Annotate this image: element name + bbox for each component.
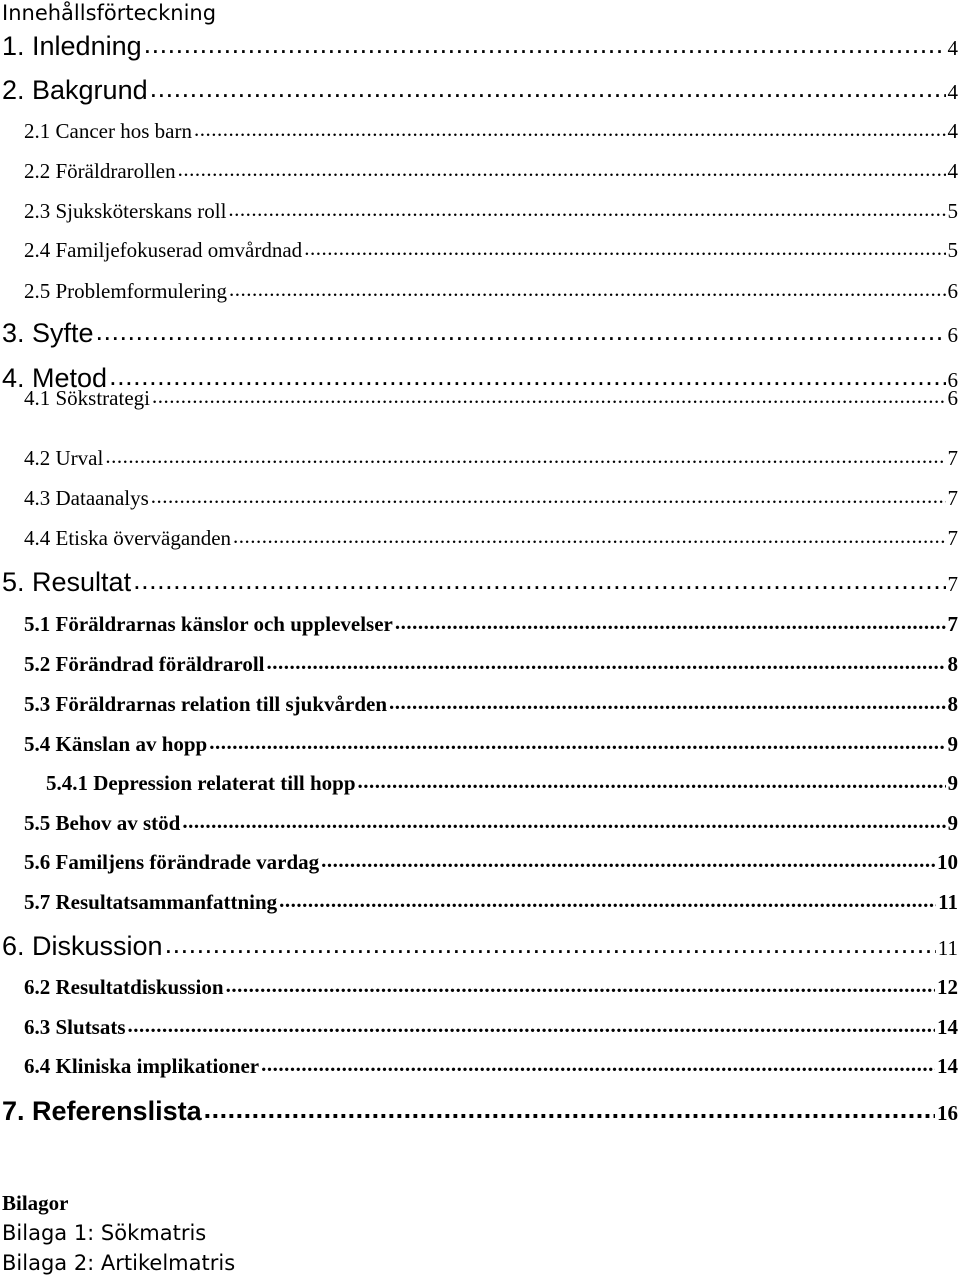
dot-leader (150, 72, 946, 99)
toc-page-number: 16 (937, 1101, 958, 1125)
toc-entry-label: 4.1 Sökstrategi (24, 386, 150, 410)
dot-leader (182, 809, 945, 830)
toc-entry-label: 6. Diskussion (2, 931, 163, 961)
toc-page-number: 14 (937, 1015, 958, 1039)
toc-entry-2-3[interactable] (24, 197, 960, 224)
dot-leader (152, 384, 946, 405)
appendix-item[interactable]: Bilaga 1: Sökmatris (2, 1221, 207, 1245)
dot-leader (204, 1093, 935, 1120)
toc-entry-2-5[interactable] (24, 277, 960, 304)
toc-entry-2-2[interactable] (24, 157, 960, 184)
toc-entry-label: 2.2 Föräldrarollen (24, 159, 176, 183)
toc-entry-label: 7. Referenslista (2, 1096, 202, 1126)
toc-page-number: 5 (947, 238, 958, 262)
toc-entry-label: 5.6 Familjens förändrade vardag (24, 850, 320, 874)
toc-entry-label: 6.4 Kliniska implikationer (24, 1054, 260, 1078)
toc-entry-4-3[interactable] (24, 484, 960, 511)
toc-entry-5-7[interactable] (24, 888, 960, 915)
toc-entry-label: 4.2 Urval (24, 446, 104, 470)
appendix-title: Bilagor (2, 1191, 69, 1215)
toc-entry-1[interactable] (2, 28, 960, 64)
dot-leader (151, 484, 946, 505)
dot-leader (144, 28, 946, 55)
toc-entry-5-6[interactable] (24, 848, 960, 875)
dot-leader (321, 848, 935, 869)
toc-entry-label: 5.5 Behov av stöd (24, 811, 181, 835)
toc-entry-label: 4.4 Etiska överväganden (24, 526, 232, 550)
toc-page-number: 6 (947, 368, 958, 392)
dot-leader (395, 610, 946, 631)
appendix-section (2, 1188, 235, 1278)
toc-page-number: 11 (938, 890, 958, 914)
toc-page-number: 4 (947, 36, 958, 60)
dot-leader (389, 690, 945, 711)
toc-page-number: 4 (947, 119, 958, 143)
toc-entry-5-4-1[interactable] (46, 769, 960, 796)
toc-entry-label: 5.4.1 Depression relaterat till hopp (46, 771, 356, 795)
toc-entry-label: 6.3 Slutsats (24, 1015, 126, 1039)
dot-leader (178, 157, 946, 178)
toc-entry-label: 5.7 Resultatsammanfattning (24, 890, 278, 914)
toc-entry-2-1[interactable] (24, 117, 960, 144)
dot-leader (226, 973, 935, 994)
toc-page-number: 4 (947, 80, 958, 104)
toc-page-number: 8 (947, 652, 958, 676)
dot-leader (233, 524, 945, 545)
toc-entry-4-1[interactable] (24, 384, 960, 411)
toc-page-number: 9 (947, 811, 958, 835)
toc-page-number: 8 (947, 692, 958, 716)
toc-page-number: 4 (947, 159, 958, 183)
dot-leader (105, 444, 945, 465)
toc-page-number: 9 (947, 771, 958, 795)
toc-entry-2-4[interactable] (24, 236, 960, 263)
toc-entry-label: 3. Syfte (2, 318, 94, 348)
toc-entry-6-4[interactable] (24, 1052, 960, 1079)
toc-page-number: 9 (947, 732, 958, 756)
toc-entry-label: 2.4 Familjefokuserad omvårdnad (24, 238, 303, 262)
dot-leader (304, 236, 945, 257)
toc-entry-label: 4. Metod (2, 363, 108, 393)
toc-entry-5-1[interactable] (24, 610, 960, 637)
toc-entry-label: 2. Bakgrund (2, 75, 148, 105)
toc-page-number: 7 (947, 526, 958, 550)
toc-entry-4-2[interactable] (24, 444, 960, 471)
toc-entry-6[interactable] (2, 928, 960, 964)
dot-leader (228, 197, 945, 218)
dot-leader (279, 888, 936, 909)
toc-page-number: 5 (947, 199, 958, 223)
dot-leader (165, 928, 936, 955)
dot-leader (96, 315, 946, 342)
dot-leader (133, 564, 945, 591)
toc-page-number: 7 (947, 612, 958, 636)
toc-page-number: 14 (937, 1054, 958, 1078)
toc-page-number: 12 (937, 975, 958, 999)
toc-heading: Innehållsförteckning (2, 1, 217, 25)
toc-entry-5-5[interactable] (24, 809, 960, 836)
toc-entry-5-4[interactable] (24, 730, 960, 757)
appendix-item[interactable]: Bilaga 2: Artikelmatris (2, 1251, 236, 1275)
toc-page-number: 10 (937, 850, 958, 874)
dot-leader (209, 730, 945, 751)
toc-entry-label: 2.3 Sjuksköterskans roll (24, 199, 227, 223)
toc-page-number: 6 (947, 386, 958, 410)
dot-leader (109, 360, 945, 387)
toc-page-number: 7 (947, 486, 958, 510)
toc-entry-4-4[interactable] (24, 524, 960, 551)
toc-entry-label: 2.5 Problemformulering (24, 279, 227, 303)
dot-leader (261, 1052, 935, 1073)
toc-entry-5-2[interactable] (24, 650, 960, 677)
dot-leader (267, 650, 946, 671)
toc-entry-label: 2.1 Cancer hos barn (24, 119, 192, 143)
toc-entry-5[interactable] (2, 564, 960, 600)
toc-page-number: 7 (947, 572, 958, 596)
toc-entry-3[interactable] (2, 315, 960, 351)
toc-entry-6-2[interactable] (24, 973, 960, 1000)
toc-entry-7[interactable] (2, 1093, 960, 1129)
dot-leader (194, 117, 946, 138)
toc-entry-6-3[interactable] (24, 1013, 960, 1040)
toc-page-number: 7 (947, 446, 958, 470)
dot-leader (128, 1013, 935, 1034)
toc-entry-label: 5.1 Föräldrarnas känslor och upplevelser (24, 612, 393, 636)
toc-entry-label: 5.4 Känslan av hopp (24, 732, 208, 756)
toc-entry-label: 1. Inledning (2, 31, 142, 61)
dot-leader (229, 277, 946, 298)
toc-entry-5-3[interactable] (24, 690, 960, 717)
toc-page-number: 11 (937, 936, 958, 960)
toc-entry-label: 4.3 Dataanalys (24, 486, 149, 510)
toc-page-number: 6 (947, 279, 958, 303)
toc-entry-label: 6.2 Resultatdiskussion (24, 975, 224, 999)
dot-leader (358, 769, 946, 790)
toc-page-number: 6 (947, 323, 958, 347)
toc-entry-label: 5.2 Förändrad föräldraroll (24, 652, 265, 676)
toc-entry-2[interactable] (2, 72, 960, 108)
toc-entry-label: 5. Resultat (2, 567, 132, 597)
toc-entry-label: 5.3 Föräldrarnas relation till sjukvården (24, 692, 388, 716)
